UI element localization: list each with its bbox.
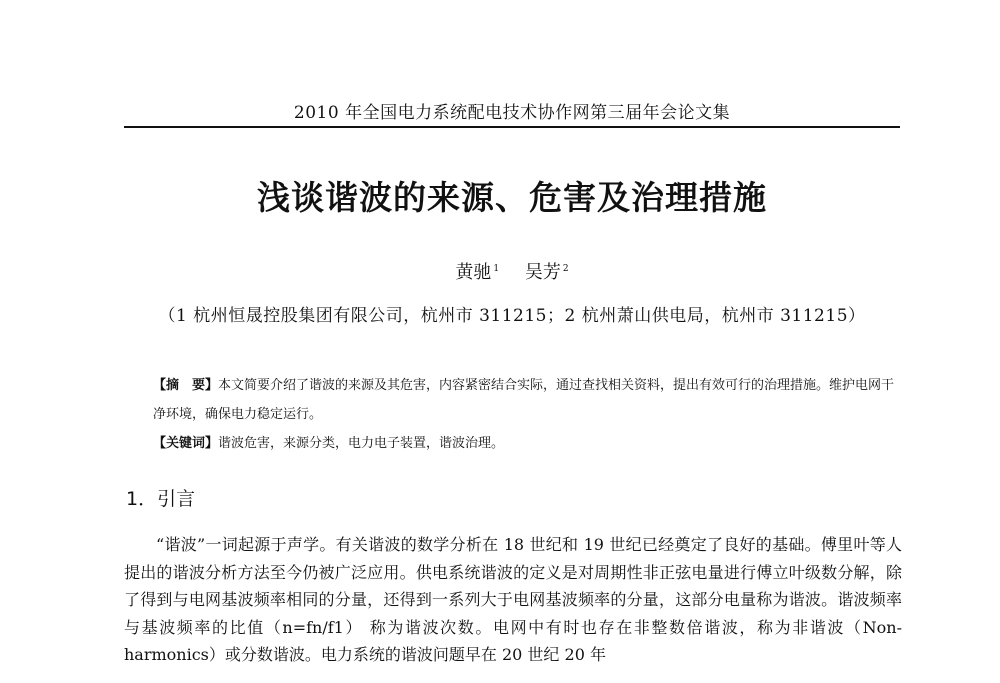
author-list xyxy=(124,258,900,284)
keywords xyxy=(153,429,898,458)
affiliation-mark: 2 xyxy=(562,264,569,274)
abstract-block xyxy=(153,371,898,458)
author xyxy=(455,262,499,283)
abstract xyxy=(153,371,898,429)
author xyxy=(525,262,569,283)
keywords-text: 谐波危害，来源分类，电力电子装置，谐波治理。 xyxy=(218,436,505,451)
section-heading: 1．引言 xyxy=(126,488,196,510)
body-paragraph: “谐波”一词起源于声学。有关谐波的数学分析在 18 世纪和 19 世纪已经奠定了良好的基础。傅里叶等人提出的谐波分析方法至今仍被广泛应用。供电系统谐波的定义是对周期性非正弦电量进行傅立叶级数分解，除了得到与电网基波频率相同的分量，还得到一系列大于电网基波频率的分量，这部分电量称为谐波。谐波频率与基波频率的比值（n=fn/f1） 称为谐波次数。电网中有时也存在非整数倍谐波，称为非谐波（Non-harmonics）或分数谐波。电力系统的谐波问题早在 20 世纪 20 年 xyxy=(124,535,902,664)
abstract-label: 【摘 要】 xyxy=(153,378,219,393)
abstract-text: 本文简要介绍了谐波的来源及其危害，内容紧密结合实际，通过查找相关资料，提出有效可行的治理措施。维护电网干净环境，确保电力稳定运行。 xyxy=(153,378,895,422)
affiliation-mark: 1 xyxy=(493,264,500,274)
header-divider xyxy=(124,126,900,128)
author-name: 黄驰 xyxy=(455,262,492,283)
paper-title: 浅谈谐波的来源、危害及治理措施 xyxy=(257,178,767,217)
author-name: 吴芳 xyxy=(524,262,561,283)
proceedings-header: 2010 年全国电力系统配电技术协作网第三届年会论文集 xyxy=(293,103,731,123)
keywords-label: 【关键词】 xyxy=(153,436,219,451)
body-text xyxy=(124,531,902,669)
affiliation-line: （1 杭州恒晟控股集团有限公司，杭州市 311215；2 杭州萧山供电局，杭州市 311215） xyxy=(158,306,866,326)
